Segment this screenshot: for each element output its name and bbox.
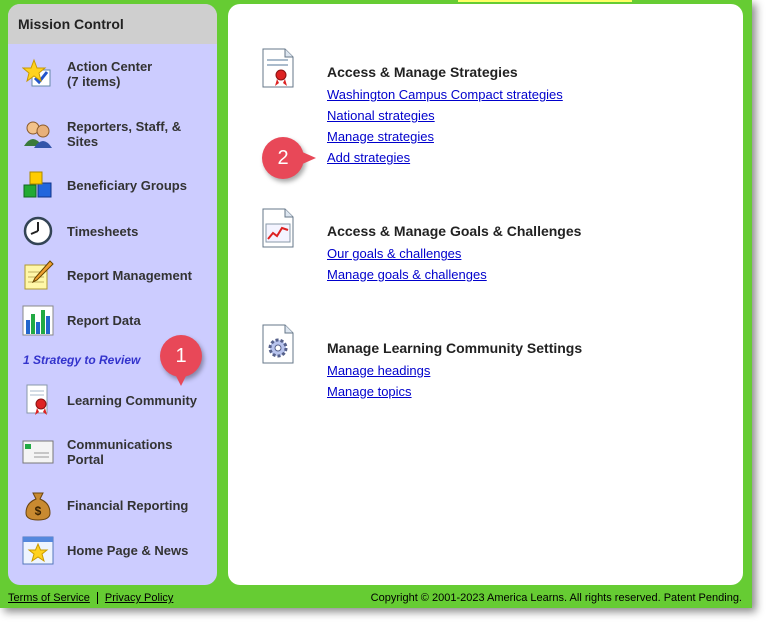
sidebar-title: Mission Control	[8, 4, 217, 44]
sidebar-item-beneficiary-groups[interactable]	[8, 166, 217, 204]
clock-icon	[22, 215, 54, 247]
certificate-document-icon	[262, 48, 294, 88]
sidebar-item-report-management[interactable]	[8, 256, 217, 294]
link-manage-headings[interactable]: Manage headings	[327, 363, 431, 378]
sidebar-item-home-page-news[interactable]	[8, 531, 217, 569]
annotation-badge-2	[262, 137, 304, 179]
copyright-text: Copyright © 2001-2023 America Learns. All rights reserved. Patent Pending.	[370, 592, 742, 604]
sidebar-item-label: Communications	[67, 437, 173, 452]
link-manage-strategies[interactable]: Manage strategies	[327, 129, 434, 144]
annotation-badge-1	[160, 335, 202, 377]
link-add-strategies[interactable]: Add strategies	[327, 150, 411, 165]
top-highlight-strip	[458, 0, 632, 2]
section-title-settings: Manage Learning Community Settings	[327, 340, 583, 356]
sidebar-item-label: Report Management	[67, 268, 192, 283]
privacy-policy-link[interactable]: Privacy Policy	[104, 592, 174, 604]
sidebar-item-reporters[interactable]	[8, 114, 217, 154]
link-manage-topics[interactable]: Manage topics	[327, 384, 412, 399]
envelope-icon	[22, 436, 54, 468]
annotation-number: 1	[175, 344, 187, 367]
star-window-icon	[22, 534, 54, 566]
people-icon	[22, 118, 54, 150]
sidebar-item-sublabel: Sites	[67, 134, 99, 149]
link-washington-campus-compact-strategies[interactable]: Washington Campus Compact strategies	[327, 87, 563, 102]
link-manage-goals-challenges[interactable]: Manage goals & challenges	[327, 267, 487, 282]
footer-links	[8, 592, 173, 604]
sidebar-item-label: Home Page & News	[67, 543, 189, 558]
sidebar-item-label: Beneficiary Groups	[67, 178, 187, 193]
sidebar-item-label: Financial Reporting	[67, 498, 189, 513]
sidebar-item-timesheets[interactable]	[8, 212, 217, 250]
sidebar-item-sublabel: (7 items)	[67, 74, 121, 89]
chart-document-icon	[262, 208, 294, 248]
notepad-pencil-icon	[22, 259, 54, 291]
link-national-strategies[interactable]: National strategies	[327, 108, 435, 123]
annotation-pointer-2	[300, 151, 316, 165]
section-title-goals: Access & Manage Goals & Challenges	[327, 223, 582, 239]
sidebar-item-label: Report Data	[67, 313, 141, 328]
sidebar-item-financial-reporting[interactable]	[8, 486, 217, 524]
sidebar-item-label: Learning Community	[67, 393, 198, 408]
sidebar-item-action-center[interactable]	[8, 54, 217, 94]
sidebar-item-communications-portal[interactable]	[8, 432, 217, 472]
svg-text:$: $	[34, 504, 42, 518]
main-panel	[228, 4, 743, 585]
sidebar-item-report-data[interactable]	[8, 301, 217, 339]
sidebar-item-learning-community[interactable]	[8, 380, 217, 420]
sidebar-item-label: Action Center	[67, 59, 153, 74]
star-checklist-icon	[22, 58, 54, 90]
certificate-icon	[22, 384, 54, 416]
gear-document-icon	[262, 324, 294, 364]
sidebar	[8, 4, 217, 585]
annotation-pointer-1	[174, 372, 188, 386]
bar-chart-icon	[22, 304, 54, 336]
sidebar-item-label: Reporters, Staff, &	[67, 119, 182, 134]
terms-of-service-link[interactable]: Terms of Service	[8, 592, 90, 604]
footer-divider	[97, 592, 98, 604]
sidebar-item-sublabel: Portal	[67, 452, 104, 467]
blocks-icon	[22, 169, 54, 201]
annotation-number: 2	[277, 146, 289, 169]
link-our-goals-challenges[interactable]: Our goals & challenges	[327, 246, 462, 261]
section-title-strategies: Access & Manage Strategies	[327, 64, 518, 80]
sidebar-item-label: Timesheets	[67, 224, 139, 239]
strategy-review-link[interactable]: 1 Strategy to Review	[23, 353, 141, 367]
money-bag-icon	[22, 489, 54, 521]
